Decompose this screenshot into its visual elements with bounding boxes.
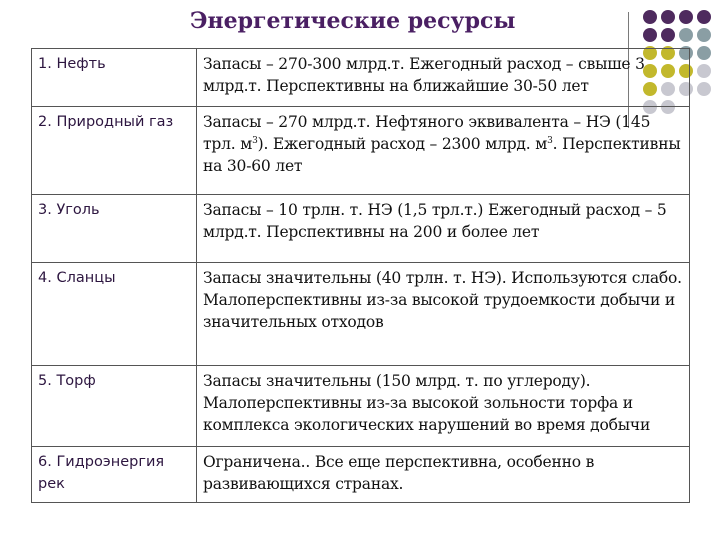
decorative-dot [697, 46, 711, 60]
table-row [32, 366, 690, 447]
decorative-dot [661, 28, 675, 42]
resource-name: 2. Природный газ [32, 107, 197, 195]
table-row [32, 263, 690, 366]
resource-description: Запасы – 270 млрд.т. Нефтяного эквивалента – НЭ (145 трл. $м^3$). Ежегодный расход – 2300 млрд. $м^3$. Перспективны на 30-60 лет [197, 107, 690, 195]
decorative-dot [679, 10, 693, 24]
table-row [32, 195, 690, 263]
resource-description: Запасы значительны (40 трлн. т. НЭ). Используются слабо. Малоперспективны из-за высокой трудоемкости добычи и значительных отходов [197, 263, 690, 366]
decorative-dot [679, 28, 693, 42]
page-title: Энергетические ресурсы [190, 8, 516, 34]
resource-name: 5. Торф [32, 366, 197, 447]
table-row [32, 447, 690, 503]
decorative-dot [643, 28, 657, 42]
decorative-dot [697, 28, 711, 42]
decorative-dot [697, 10, 711, 24]
resource-description: Запасы – 270-300 млрд.т. Ежегодный расход – свыше 3 млрд.т. Перспективны на ближайшие 30-50 лет [197, 49, 690, 107]
decorative-dot [661, 10, 675, 24]
decorative-dot [697, 100, 711, 114]
decorative-dot [697, 64, 711, 78]
resource-name: 6. Гидроэнергия рек [32, 447, 197, 503]
resource-description: Запасы значительны (150 млрд. т. по углероду). Малоперспективны из-за высокой зольности торфа и комплекса экологических нарушений во время добычи [197, 366, 690, 447]
resource-description: Запасы – 10 трлн. т. НЭ (1,5 трл.т.) Ежегодный расход – 5 млрд.т. Перспективны на 200 и более лет [197, 195, 690, 263]
resources-table [31, 48, 690, 503]
resource-name: 1. Нефть [32, 49, 197, 107]
resource-name: 4. Сланцы [32, 263, 197, 366]
resource-name: 3. Уголь [32, 195, 197, 263]
table-row [32, 107, 690, 195]
decorative-dot [697, 82, 711, 96]
decorative-dot [643, 10, 657, 24]
table-row [32, 49, 690, 107]
resource-description: Ограничена.. Все еще перспективна, особенно в развивающихся странах. [197, 447, 690, 503]
